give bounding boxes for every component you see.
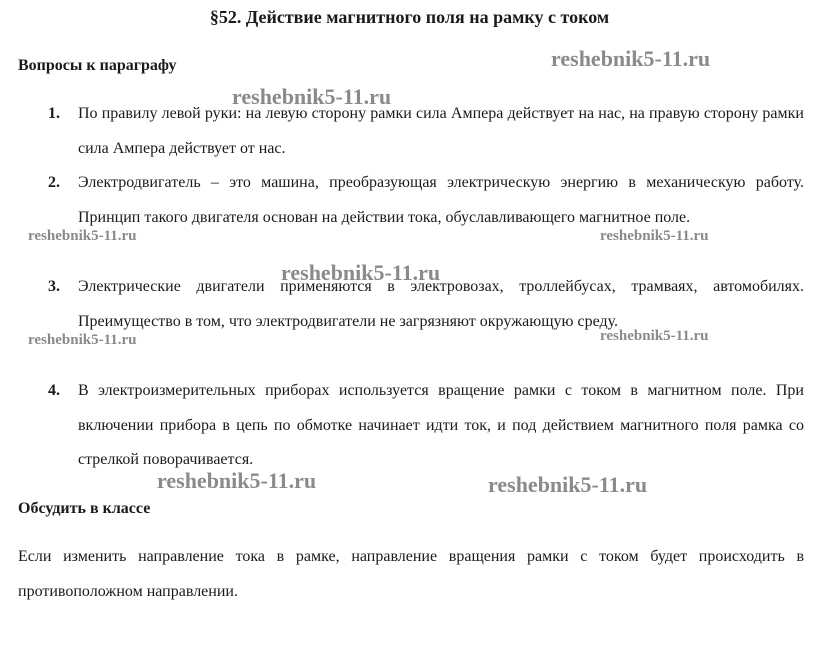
watermark: reshebnik5-11.ru [157,468,317,493]
question-number: 1. [48,105,60,122]
question-item-3 [48,270,804,339]
watermark: reshebnik5-11.ru [28,228,137,244]
questions-heading: Вопросы к параграфу [18,57,177,74]
discuss-answer-text: Если изменить направление тока в рамке, направление вращения рамки с током будет происходить в противоположном направлении. [18,548,804,600]
page-title: §52. Действие магнитного поля на рамку с током [209,7,610,27]
question-number: 2. [48,174,60,191]
watermark: reshebnik5-11.ru [232,84,392,109]
question-item-4 [48,374,804,478]
question-answer-text: Электродвигатель – это машина, преобразующая электрическую энергию в механическую работу. Принцип такого двигателя основан на действии тока, обуславливающего магнитное поле. [78,174,804,226]
discuss-heading: Обсудить в классе [18,500,151,517]
question-number: 4. [48,382,60,399]
watermark: reshebnik5-11.ru [488,472,648,497]
question-answer-text: Электрические двигатели применяются в электровозах, троллейбусах, трамваях, автомобилях. Преимущество в том, что электродвигатели не загрязняют окружающую среду. [78,278,804,330]
watermark: reshebnik5-11.ru [28,332,137,348]
question-item-1 [48,97,804,166]
question-answer-text: По правилу левой руки: на левую сторону рамки сила Ампера действует на нас, на правую сторону рамки сила Ампера действует от нас. [78,105,804,157]
watermark: reshebnik5-11.ru [600,228,709,244]
watermark: reshebnik5-11.ru [551,46,711,71]
question-item-2 [48,166,804,235]
watermark: reshebnik5-11.ru [600,328,709,344]
question-answer-text: В электроизмерительных приборах используется вращение рамки с током в магнитном поле. При включении прибора в цепь по обмотке начинает идти ток, и под действием магнитного поля рамка со стрелкой поворачивается. [78,382,804,468]
watermark: reshebnik5-11.ru [281,260,441,285]
question-number: 3. [48,278,60,295]
